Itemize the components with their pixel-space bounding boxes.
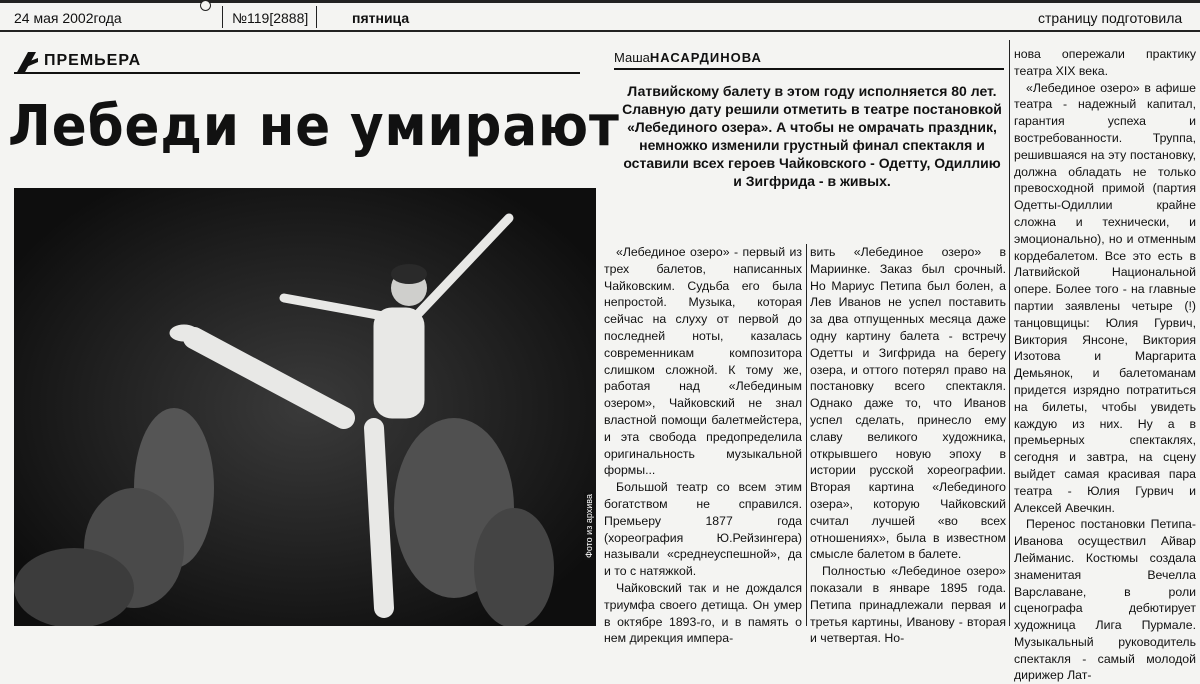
paragraph: «Лебединое озеро» - первый из трех балетов, написанных Чайковским. Судьба его была непростой. Музыка, которая сейчас на слуху от первой до последней ноты, казалась современникам композитора слишком сложной. К тому же, работая над «Лебединым озером», Чайковский не знал властной помощи балетмейстера, и эта свобода предопределила оригинальность музыкальной формы... xyxy=(604,245,802,478)
rubric-underline xyxy=(14,72,580,74)
header-issue-number: №119[2888] xyxy=(232,10,309,26)
page-header xyxy=(0,0,1200,32)
paragraph: Полностью «Лебединое озеро» показали в январе 1895 года. Петипа принадлежали первая и третья картины, Иванову - вторая и четвертая. Но- xyxy=(810,564,1006,646)
header-weekday: пятница xyxy=(352,10,410,26)
photo-credit: Фото из архива xyxy=(584,494,594,558)
paragraph: Перенос постановки Петипа-Иванова осуществил Айвар Лейманис. Костюмы создала знаменитая Вечелла Варславане, в роли сценографа дебютирует художница Лига Пурмале. Музыкальный руководитель спектакля - самый молодой дирижер Лат- xyxy=(1014,517,1196,683)
byline-rule xyxy=(614,68,1004,70)
paragraph: «Лебединое озеро» в афише театра - надежный капитал, гарантия успеха и востребованности. Труппа, решившаяся на эту постановку, должна обладать не только превосходной примой (партия Одетты-Одиллии крайне сложна и технически, и эмоционально), но и отменным кордебалетом. Все это есть в Латвийской Национальной опере. Более того - на главные партии заявлены четыре (!) танцовщицы: Юлия Гурвич, Виктория Янсоне, Виктория Изотова и Маргарита Демьянок, и балетоманам придется изрядно потратиться на билеты, чтобы увидеть каждую из них. Ну а в премьерных спектаклях, сегодня и завтра, на сцену выйдет самая красивая пара театра - Юлия Гурвич и Алексей Авечкин. xyxy=(1014,80,1196,515)
article-headline: Лебеди не умирают xyxy=(8,94,620,159)
column-divider xyxy=(1009,40,1010,626)
header-ring-ornament xyxy=(200,0,211,11)
header-divider xyxy=(222,6,223,28)
header-date: 24 мая 2002года xyxy=(14,10,122,26)
header-page-credit: страницу подготовила xyxy=(1038,10,1183,26)
paragraph: вить «Лебединое озеро» в Мариинке. Заказ был срочный. Но Мариус Петипа был болен, а Лев Иванов не успел поставить за два отпущенных месяца даже одну картину балета - встречу Одетты и Зигфрида на берегу озера, и оттого потерял право на постановку всего спектакля. Однако даже то, что Иванов успел сделать, принесло ему славу великого художника, открывшего новую эпоху в истории русской хореографии. Вторая картина «Лебединого озера», которую Чайковский считал лучшей «во всех отношениях», была в известном смысле балетом в балете. xyxy=(810,245,1006,562)
author-first-name: Маша xyxy=(614,50,650,65)
section-rubric xyxy=(14,50,580,78)
author-last-name: НАСАРДИНОВА xyxy=(649,50,762,65)
column-divider xyxy=(806,244,807,626)
paragraph: Большой театр со всем этим богатством не справился. Премьеру 1877 года (хореография Ю.Рейзингера) называли «среднеуспешной», да и то с натяжкой. xyxy=(604,480,802,579)
rubric-label: ПРЕМЬЕРА xyxy=(44,52,142,69)
article-column-3 xyxy=(1014,46,1196,684)
paragraph: нова опережали практику театра XIX века. xyxy=(1014,47,1196,78)
article-column-2 xyxy=(810,244,1006,647)
article-lead: Латвийскому балету в этом году исполняется 80 лет. Славную дату решили отметить в театре постановкой «Лебединого озера». А чтобы не омрачать праздник, немножко изменили грустный финал спектакля и оставили всех героев Чайковского - Одетту, Одиллию и Зигфрида - в живых. xyxy=(622,83,1002,189)
header-top-rule xyxy=(0,0,1200,3)
header-divider xyxy=(316,6,317,28)
article-column-1 xyxy=(604,244,802,647)
author-byline xyxy=(614,50,1004,65)
ballet-photo xyxy=(14,188,596,626)
paragraph: Чайковский так и не дождался триумфа своего детища. Он умер в октябре 1893-го, и в память о нем дирекция импера- xyxy=(604,580,802,646)
ballet-dancer-illustration xyxy=(14,188,596,626)
